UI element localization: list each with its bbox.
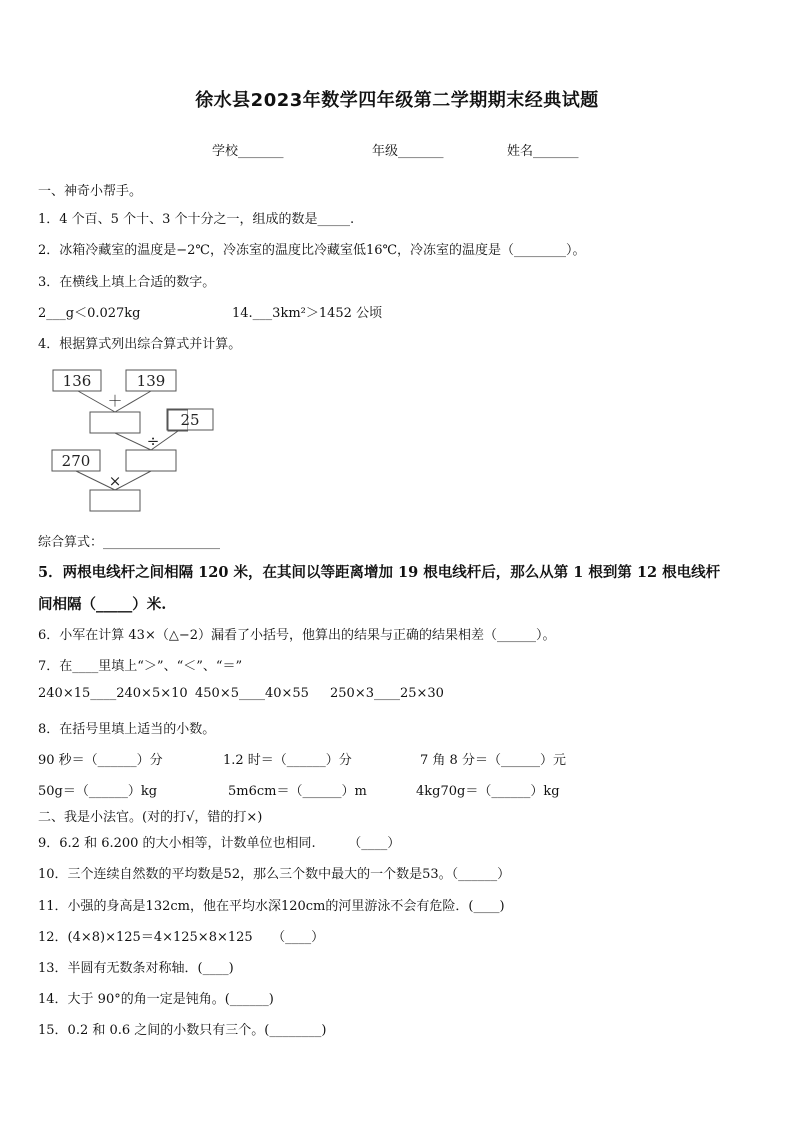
question-8-r2c1: 50g＝（______）kg xyxy=(38,784,158,799)
page-title: 徐水县2023年数学四年级第二学期期末经典试题 xyxy=(195,90,599,111)
question-3-item-1: 2___g＜0.027kg xyxy=(38,306,141,321)
box-sum xyxy=(90,412,140,433)
question-8-r1c1: 90 秒＝（______）分 xyxy=(38,753,163,768)
section-1-heading: 一、神奇小帮手。 xyxy=(38,184,143,199)
multiply-operator: × xyxy=(108,472,122,490)
box-result xyxy=(90,490,140,511)
question-1: 1．4 个百、5 个十、3 个十分之一，组成的数是_____. xyxy=(38,212,355,227)
question-13: 13．半圆有无数条对称轴．(____) xyxy=(38,961,234,976)
question-6: 6．小军在计算 43×（△−2）漏看了小括号，他算出的结果与正确的结果相差（______）。 xyxy=(38,628,556,643)
question-9: 9．6.2 和 6.200 的大小相等，计数单位也相同. （____） xyxy=(38,836,401,851)
section-2-heading: 二、我是小法官。(对的打√，错的打×) xyxy=(38,810,263,825)
question-5-line-2: 间相隔（_____）米. xyxy=(38,596,167,613)
question-8-r1c2: 1.2 时＝（______）分 xyxy=(223,753,352,768)
box-quotient xyxy=(126,450,176,471)
question-8-r2c3: 4kg70g＝（______）kg xyxy=(416,784,560,799)
question-11: 11．小强的身高是132cm，他在平均水深120cm的河里游泳不会有危险．(____) xyxy=(38,899,505,914)
question-7-item-1: 240×15____240×5×10 xyxy=(38,686,188,701)
number-270: 270 xyxy=(61,452,91,470)
calculation-flow-diagram xyxy=(48,364,188,516)
number-136: 136 xyxy=(62,372,92,390)
box-25 xyxy=(166,408,214,432)
question-10: 10．三个连续自然数的平均数是52，那么三个数中最大的一个数是53。（______） xyxy=(38,867,511,882)
name-field: 姓名_______ xyxy=(507,144,579,159)
number-25: 25 xyxy=(180,411,200,429)
question-8-r1c3: 7 角 8 分＝（______）元 xyxy=(420,753,566,768)
question-15: 15．0.2 和 0.6 之间的小数只有三个。(________) xyxy=(38,1023,327,1038)
question-7-item-2: 450×5____40×55 xyxy=(195,686,309,701)
question-3-item-2: 14.___3km²＞1452 公顷 xyxy=(232,306,383,321)
question-7: 7．在____里填上“＞”、“＜”、“＝” xyxy=(38,659,243,674)
question-8: 8．在括号里填上适当的小数。 xyxy=(38,722,216,737)
question-4: 4．根据算式列出综合算式并计算。 xyxy=(38,337,242,352)
plus-operator: ＋ xyxy=(107,392,123,410)
question-3: 3．在横线上填上合适的数字。 xyxy=(38,275,216,290)
question-7-item-3: 250×3____25×30 xyxy=(330,686,444,701)
question-4-answer: 综合算式：__________________ xyxy=(38,535,221,550)
divide-operator: ÷ xyxy=(146,432,160,450)
question-8-r2c2: 5m6cm＝（______）m xyxy=(228,784,367,799)
grade-field: 年级_______ xyxy=(372,144,444,159)
number-139: 139 xyxy=(136,372,166,390)
question-12: 12．(4×8)×125＝4×125×8×125 （____） xyxy=(38,930,325,945)
question-14: 14．大于 90°的角一定是钝角。(______) xyxy=(38,992,274,1007)
question-2: 2．冰箱冷藏室的温度是−2℃，冷冻室的温度比冷藏室低16℃，冷冻室的温度是（________）。 xyxy=(38,243,586,258)
school-field: 学校_______ xyxy=(212,144,284,159)
question-5-line-1: 5．两根电线杆之间相隔 120 米，在其间以等距离增加 19 根电线杆后，那么从第 1 根到第 12 根电线杆 xyxy=(38,564,721,581)
